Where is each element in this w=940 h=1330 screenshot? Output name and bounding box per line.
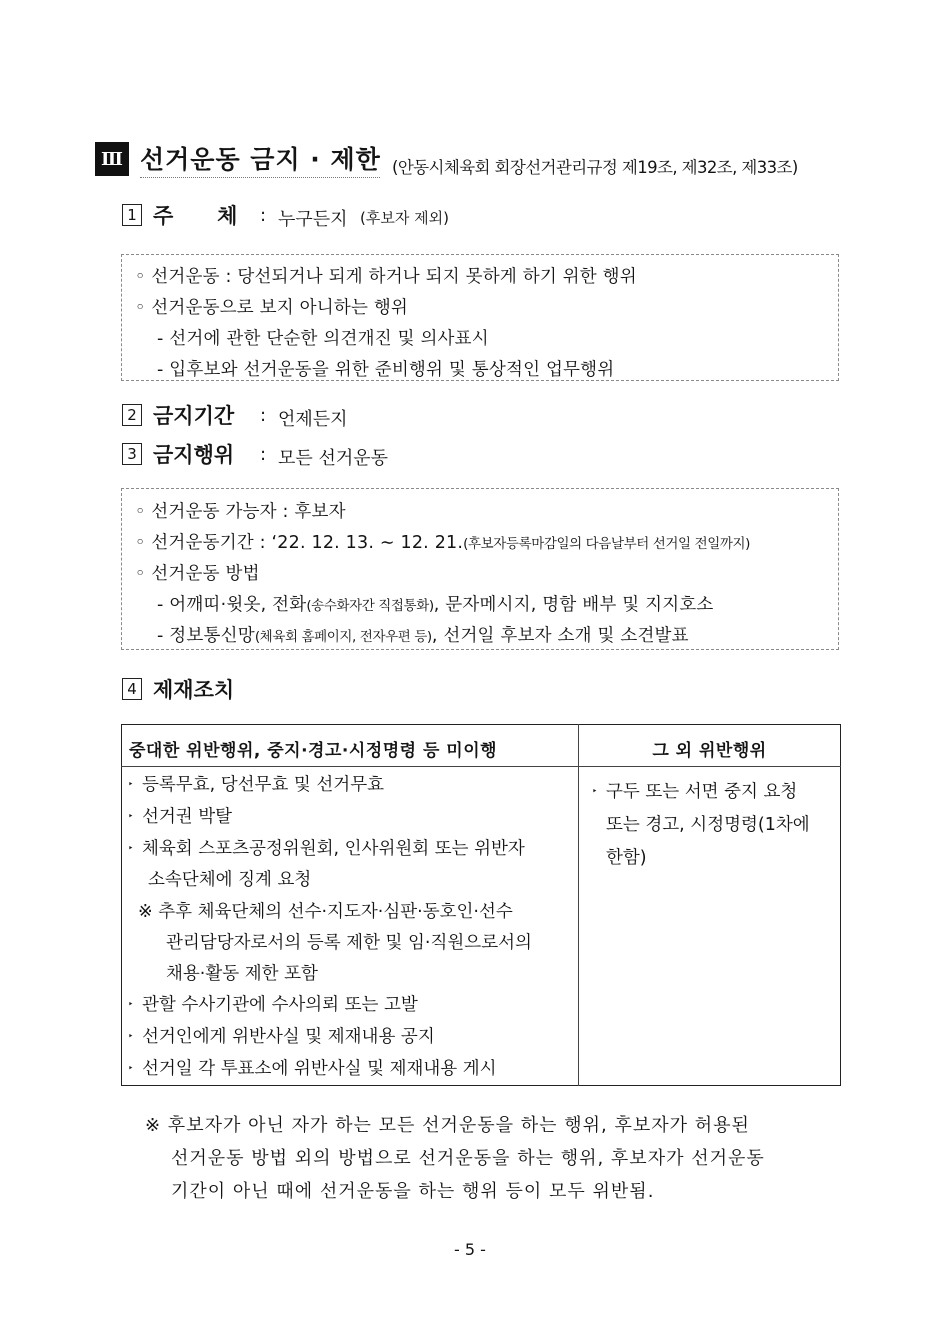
- bullet-icon: ‣: [128, 1000, 134, 1010]
- footnote-line-3: 기간이 아닌 때에 선거운동을 하는 행위 등이 모두 위반됨.: [171, 1181, 655, 1202]
- bullet-icon: ‣: [128, 1032, 134, 1042]
- box2-line-5: [157, 622, 689, 647]
- sanction-note-cont-2: 채용·활동 제한 포함: [166, 964, 318, 984]
- other-sanction-cont-2: 한함): [606, 848, 647, 868]
- bullet-icon: ‣: [592, 787, 598, 797]
- table-row: [592, 778, 797, 803]
- box2-line-1: ◦ 선거운동 가능자 : 후보자: [135, 502, 346, 522]
- table-row: [128, 771, 384, 796]
- campaign-period-note: (후보자등록마감일의 다음날부터 선거일 전일까지): [463, 536, 751, 552]
- footnote-line-1: ※ 후보자가 아닌 자가 하는 모든 선거운동을 하는 행위, 후보자가 허용된: [145, 1115, 750, 1136]
- sanction-2: 선거권 박탈: [142, 807, 233, 827]
- item2-colon: :: [260, 405, 267, 426]
- title-underline: [140, 177, 380, 178]
- bullet-icon: ‣: [128, 780, 134, 790]
- method-2-note: (체육회 홈페이지, 전자우편 등): [254, 629, 432, 645]
- item3-number: 3: [122, 443, 142, 465]
- sanction-1: 등록무효, 당선무효 및 선거무효: [142, 775, 385, 795]
- other-sanction-1: 구두 또는 서면 중지 요청: [606, 782, 798, 802]
- sanction-3: 체육회 스포츠공정위원회, 인사위원회 또는 위반자: [142, 839, 525, 859]
- item2-value: 언제든지: [278, 409, 348, 430]
- box1-line-3: - 선거에 관한 단순한 의견개진 및 의사표시: [157, 329, 489, 349]
- item1-value: 누구든지: [278, 209, 348, 230]
- box2-line-4: [157, 591, 714, 616]
- bullet-icon: ‣: [128, 812, 134, 822]
- method-1-main: - 어깨띠·윗옷, 전화: [157, 595, 307, 615]
- sanction-5: 선거인에게 위반사실 및 제재내용 공지: [142, 1027, 435, 1047]
- sanction-3-cont: 소속단체에 징계 요청: [148, 870, 312, 890]
- table-row: [128, 991, 418, 1016]
- box1-line-4: - 입후보와 선거운동을 위한 준비행위 및 통상적인 업무행위: [157, 360, 615, 380]
- item4-number: 4: [122, 678, 142, 700]
- bullet-icon: ‣: [128, 1064, 134, 1074]
- other-sanction-cont-1: 또는 경고, 시정명령(1차에: [606, 815, 810, 835]
- sanction-note: ※ 추후 체육단체의 선수·지도자·심판·동호인·선수: [138, 902, 513, 922]
- footnote-line-2: 선거운동 방법 외의 방법으로 선거운동을 하는 행위, 후보자가 선거운동: [171, 1148, 765, 1169]
- item3-colon: :: [260, 444, 267, 465]
- sanction-6: 선거일 각 투표소에 위반사실 및 제재내용 게시: [142, 1059, 497, 1079]
- item3-value: 모든 선거운동: [278, 448, 389, 469]
- item3-title: 금지행위: [153, 443, 235, 467]
- section-reference: (안동시체육회 회장선거관리규정 제19조, 제32조, 제33조): [392, 158, 798, 177]
- campaign-period-main: ◦ 선거운동기간 : ‘22. 12. 13. ∼ 12. 21.: [135, 533, 464, 553]
- table-row: [128, 1055, 497, 1080]
- box1-line-2: ◦ 선거운동으로 보지 아니하는 행위: [135, 298, 409, 318]
- item1-colon: :: [260, 205, 267, 226]
- box1-line-1: ◦ 선거운동 : 당선되거나 되게 하거나 되지 못하게 하기 위한 행위: [135, 267, 637, 287]
- table-row: [128, 803, 232, 828]
- item4-title: 제재조치: [153, 678, 235, 702]
- method-2-rest: , 선거일 후보자 소개 및 소견발표: [431, 626, 689, 646]
- page-number: - 5 -: [454, 1240, 486, 1259]
- bullet-icon: ‣: [128, 844, 134, 854]
- table-header-divider: [121, 766, 841, 767]
- sanction-note-cont-1: 관리담당자로서의 등록 제한 및 임·직원으로서의: [166, 933, 532, 953]
- method-1-rest: , 문자메시지, 명함 배부 및 지지호소: [433, 595, 714, 615]
- section-title: 선거운동 금지 · 제한: [140, 145, 381, 174]
- box2-line-3: ◦ 선거운동 방법: [135, 564, 260, 584]
- item1-title: 주 체: [153, 204, 238, 228]
- table-row: [128, 1023, 435, 1048]
- method-2-main: - 정보통신망: [157, 626, 255, 646]
- item1-value-note: (후보자 제외): [360, 209, 449, 227]
- box2-line-2: [135, 529, 750, 554]
- item1-number: 1: [122, 204, 142, 226]
- table-column-divider: [578, 724, 579, 1086]
- section-roman-badge: Ⅲ: [95, 142, 129, 176]
- table-header-other: 그 외 위반행위: [652, 741, 767, 761]
- table-header-serious: 중대한 위반행위, 중지·경고·시정명령 등 미이행: [129, 741, 498, 761]
- item2-number: 2: [122, 404, 142, 426]
- sanction-4: 관할 수사기관에 수사의뢰 또는 고발: [142, 995, 418, 1015]
- method-1-note: (송수화자간 직접통화): [306, 598, 434, 614]
- table-row: [128, 835, 525, 860]
- item2-title: 금지기간: [153, 404, 235, 428]
